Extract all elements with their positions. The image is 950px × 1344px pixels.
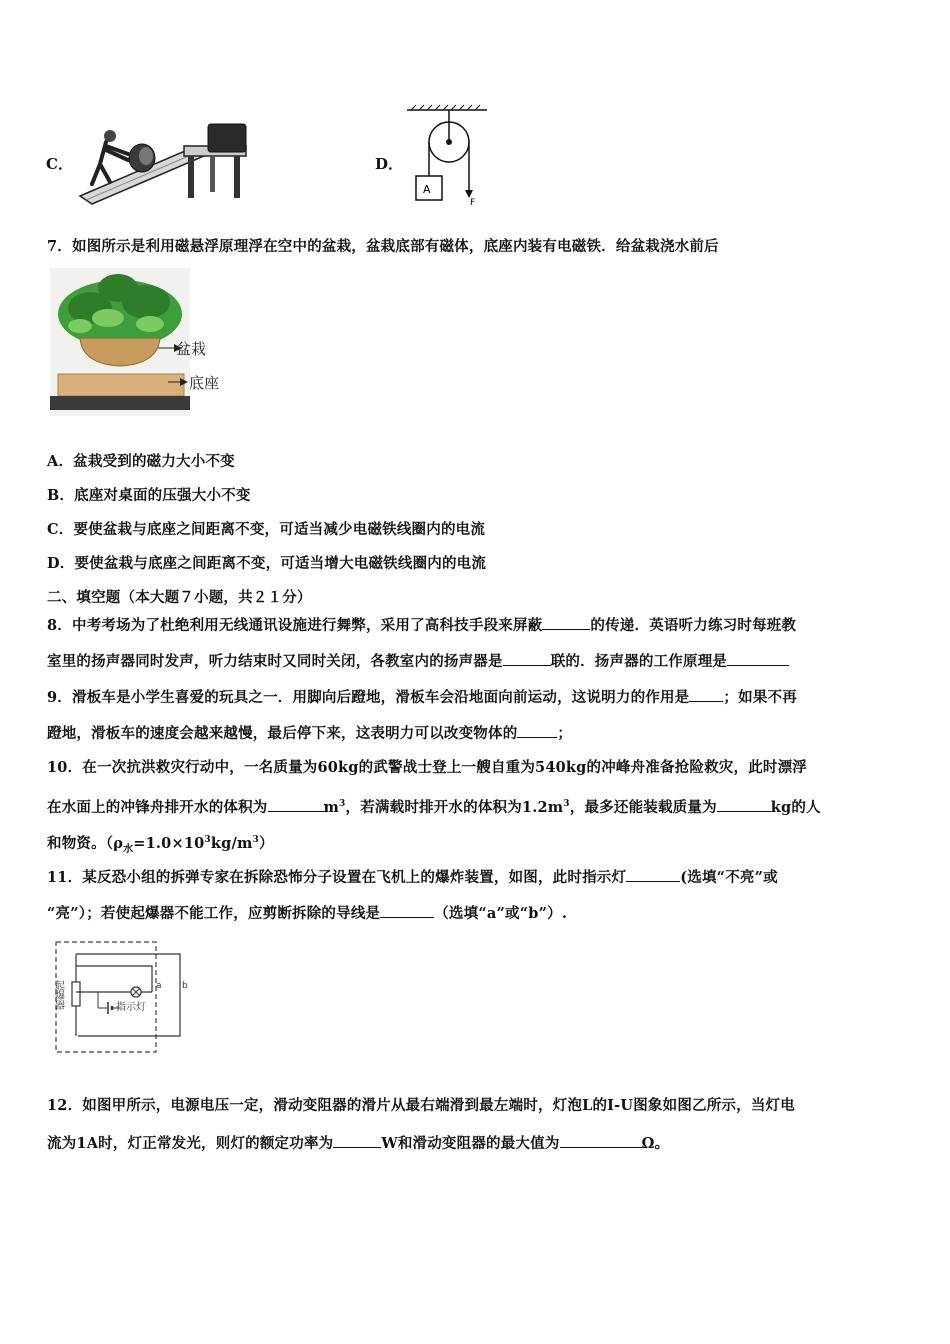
q10-text-3d: ） — [258, 835, 274, 852]
q7-option-d: D．要使盆栽与底座之间距离不变，可适当增大电磁铁线圈内的电流 — [47, 555, 487, 572]
q10-line-3 — [47, 830, 274, 860]
q9-text-1b: ；如果不再 — [723, 689, 797, 706]
q12-text-2c: Ω。 — [641, 1135, 670, 1152]
q8-blank-3[interactable] — [727, 650, 789, 666]
q8-line-1 — [47, 614, 796, 636]
q12-line-1: 12．如图甲所示，电源电压一定，滑动变阻器的滑片从最右端滑到最左端时，灯泡L的I-U图象如图乙所示，当灯电 — [47, 1097, 795, 1114]
q11-line-2 — [47, 902, 567, 924]
q10-sup-2: 3 — [563, 799, 570, 809]
q12-blank-2[interactable] — [560, 1132, 642, 1148]
q11-text-1b: (选填“不亮”或 — [680, 869, 778, 886]
q11-text-2b: （选填“a”或“b”）. — [434, 905, 568, 922]
q10-sup-4: 3 — [252, 835, 259, 845]
detonator-circuit-figure — [48, 936, 198, 1058]
q8-text-1b: 的传递．英语听力练习时每班教 — [590, 617, 797, 634]
q8-text-2a: 室里的扬声器同时发声，听力结束时又同时关闭，各教室内的扬声器是 — [47, 653, 503, 670]
q10-text-2d: ，最多还能装载质量为 — [569, 799, 717, 816]
q7-option-b: B．底座对桌面的压强大小不变 — [47, 487, 251, 504]
q11-line-1 — [47, 866, 778, 888]
svg-text:F: F — [470, 198, 476, 208]
q10-line-2 — [47, 794, 821, 818]
option-d-label: D． — [375, 155, 404, 173]
q10-blank-2[interactable] — [717, 796, 771, 812]
q10-sub-water: 水 — [123, 843, 134, 855]
q11-text-1a: 11．某反恐小组的拆弹专家在拆除恐怖分子设置在飞机上的爆炸装置，如图，此时指示灯 — [47, 869, 627, 886]
pulley-figure — [403, 104, 493, 208]
plant-base-label: 底座 — [189, 374, 220, 392]
q10-text-3c: kg/m — [210, 835, 253, 852]
q8-line-2 — [47, 650, 789, 672]
q12-text-2b: W和滑动变阻器的最大值为 — [381, 1135, 560, 1152]
option-c-label: C． — [46, 155, 73, 173]
q10-text-3a: 和物资。（ρ — [47, 835, 124, 852]
circuit-label-detonator: 起爆器 — [52, 980, 64, 1010]
q8-blank-2[interactable] — [503, 650, 551, 666]
pulley-block-label: A — [423, 183, 431, 196]
section-heading: 二、填空题（本大题７小题，共２１分） — [47, 589, 312, 606]
q9-blank-2[interactable] — [517, 722, 557, 738]
q9-line-2 — [47, 722, 572, 744]
q10-line-1: 10．在一次抗洪救灾行动中，一名质量为60kg的武警战士登上一艘自重为540kg的冲峰舟准备抢险救灾，此时漂浮 — [47, 759, 807, 776]
q9-text-2a: 蹬地，滑板车的速度会越来越慢，最后停下来，这表明力可以改变物体的 — [47, 725, 518, 742]
q10-unit-m: m — [323, 799, 340, 816]
q9-blank-1[interactable] — [689, 686, 723, 702]
q10-sup-1: 3 — [339, 799, 346, 809]
q9-text-2b: ； — [557, 725, 573, 742]
circuit-label-indicator: 指示灯 — [116, 1002, 146, 1013]
q8-text-1a: 8．中考考场为了杜绝利用无线通讯设施进行舞弊，采用了高科技手段来屏蔽 — [47, 617, 543, 634]
q8-text-2b: 联的．扬声器的工作原理是 — [550, 653, 728, 670]
circuit-label-a: a — [156, 981, 162, 991]
q11-blank-2[interactable] — [380, 902, 434, 918]
q9-text-1a: 9．滑板车是小学生喜爱的玩具之一．用脚向后蹬地，滑板车会沿地面向前运动，这说明力的作用是 — [47, 689, 690, 706]
q12-line-2 — [47, 1132, 669, 1154]
q11-blank-1[interactable] — [626, 866, 680, 882]
q10-text-2c: ，若满载时排开水的体积为1.2m — [345, 799, 564, 816]
q7-option-a: A．盆栽受到的磁力大小不变 — [47, 453, 235, 470]
circuit-label-b: b — [182, 981, 188, 991]
q10-blank-1[interactable] — [268, 796, 324, 812]
q12-text-2a: 流为1A时，灯正常发光，则灯的额定功率为 — [47, 1135, 334, 1152]
q11-text-2a: “亮”）；若使起爆器不能工作，应剪断拆除的导线是 — [47, 905, 381, 922]
q8-blank-1[interactable] — [542, 614, 590, 630]
plant-pot-label: 盆栽 — [176, 340, 207, 358]
q9-line-1 — [47, 686, 797, 708]
maglev-plant-figure — [50, 268, 230, 416]
q12-blank-1[interactable] — [333, 1132, 381, 1148]
q10-text-3b: =1.0×10 — [133, 835, 205, 852]
q10-text-2e: kg的人 — [770, 799, 821, 816]
q10-sup-3: 3 — [204, 835, 211, 845]
q10-text-2a: 在水面上的冲锋舟排开水的体积为 — [47, 799, 268, 816]
inclined-plane-figure — [72, 118, 252, 206]
q7-stem: 7．如图所示是利用磁悬浮原理浮在空中的盆栽，盆栽底部有磁体，底座内装有电磁铁．给盆栽浇水前后 — [47, 238, 719, 255]
q7-option-c: C．要使盆栽与底座之间距离不变，可适当减少电磁铁线圈内的电流 — [47, 521, 486, 538]
